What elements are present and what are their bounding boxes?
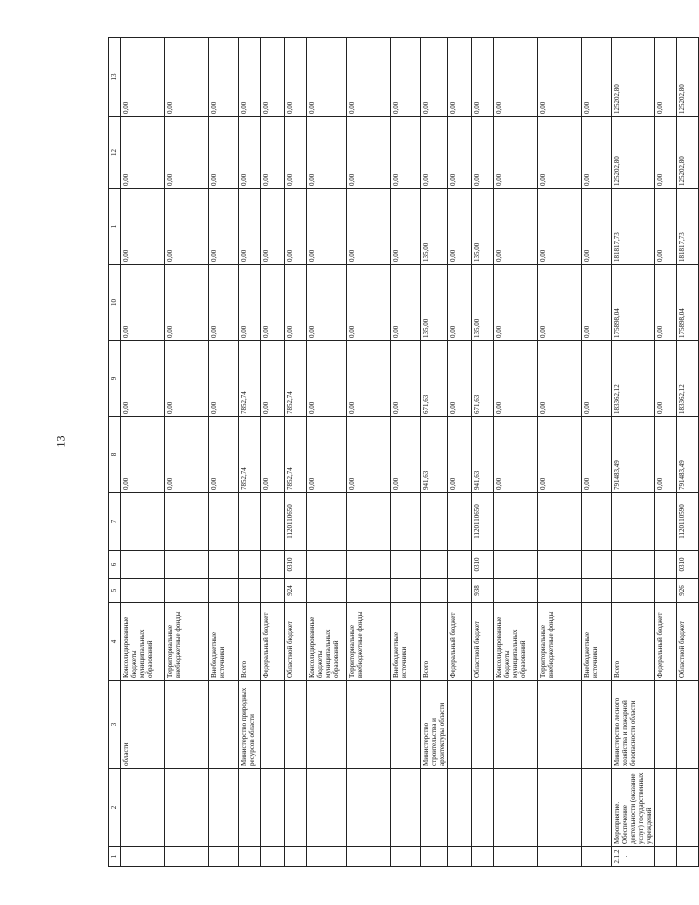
table-cell-c12: 0,00 bbox=[285, 117, 307, 189]
table-cell-c9: 0,00 bbox=[582, 341, 612, 417]
table-row bbox=[285, 38, 307, 867]
table-cell-c9: 671,63 bbox=[472, 341, 494, 417]
column-number-cell: 13 bbox=[109, 38, 121, 117]
table-cell-c8: 0,00 bbox=[582, 417, 612, 493]
table-cell-c4: Федеральный бюджет bbox=[448, 603, 472, 681]
table-cell-c3 bbox=[165, 681, 209, 769]
table-cell-c11: 0,00 bbox=[655, 189, 677, 265]
table-cell-c2 bbox=[538, 769, 582, 847]
table-cell-c7 bbox=[261, 493, 285, 551]
table-cell-c7 bbox=[582, 493, 612, 551]
table-cell-c12: 0,00 bbox=[239, 117, 261, 189]
table-cell-c6 bbox=[538, 551, 582, 579]
table-row bbox=[448, 38, 472, 867]
table-cell-c10: 0,00 bbox=[538, 265, 582, 341]
table-row bbox=[472, 38, 494, 867]
table-cell-c9: 0,00 bbox=[307, 341, 347, 417]
table-cell-c12: 0,00 bbox=[209, 117, 239, 189]
table-cell-c7 bbox=[448, 493, 472, 551]
table-cell-c6 bbox=[448, 551, 472, 579]
table-cell-c2 bbox=[209, 769, 239, 847]
table-row bbox=[165, 38, 209, 867]
table-cell-c3: Министерство природных ресурсов области bbox=[239, 681, 261, 769]
table-cell-c7 bbox=[612, 493, 655, 551]
table-cell-c6 bbox=[209, 551, 239, 579]
table-cell-c1 bbox=[655, 847, 677, 867]
table-cell-c10: 135,00 bbox=[472, 265, 494, 341]
table-cell-c8: 0,00 bbox=[121, 417, 165, 493]
column-number-cell: 10 bbox=[109, 265, 121, 341]
table-cell-c9: 0,00 bbox=[165, 341, 209, 417]
table-cell-c3: области bbox=[121, 681, 165, 769]
table-cell-c1 bbox=[121, 847, 165, 867]
column-number-cell: 3 bbox=[109, 681, 121, 769]
table-cell-c6: 0310 bbox=[472, 551, 494, 579]
table-cell-c5 bbox=[421, 579, 448, 603]
table-cell-c7 bbox=[239, 493, 261, 551]
table-cell-c5 bbox=[612, 579, 655, 603]
table-row bbox=[209, 38, 239, 867]
table-cell-c12: 0,00 bbox=[391, 117, 421, 189]
table-cell-c10: 0,00 bbox=[239, 265, 261, 341]
table-cell-c8: 7852,74 bbox=[239, 417, 261, 493]
table-cell-c2 bbox=[285, 769, 307, 847]
table-cell-c3: Министерство строительства и архитектуры области bbox=[421, 681, 448, 769]
table-cell-c11: 0,00 bbox=[494, 189, 538, 265]
table-cell-c1 bbox=[165, 847, 209, 867]
column-number-cell: 2 bbox=[109, 769, 121, 847]
table-cell-c2 bbox=[391, 769, 421, 847]
table-cell-c11: 0,00 bbox=[165, 189, 209, 265]
table-cell-c13: 0,00 bbox=[307, 38, 347, 117]
table-cell-c5: 926 bbox=[677, 579, 699, 603]
table-cell-c2: Мероприятие. Обеспечение деятельности (оказание услуг) государственных учреждений bbox=[612, 769, 655, 847]
table-cell-c13: 0,00 bbox=[165, 38, 209, 117]
table-cell-c9: 0,00 bbox=[261, 341, 285, 417]
table-cell-c6 bbox=[239, 551, 261, 579]
table-cell-c8: 941,63 bbox=[472, 417, 494, 493]
table-cell-c10: 0,00 bbox=[285, 265, 307, 341]
table-cell-c6 bbox=[494, 551, 538, 579]
table-cell-c10: 0,00 bbox=[347, 265, 391, 341]
table-cell-c3 bbox=[347, 681, 391, 769]
table-cell-c6 bbox=[582, 551, 612, 579]
table-cell-c9: 0,00 bbox=[655, 341, 677, 417]
table-cell-c13: 0,00 bbox=[209, 38, 239, 117]
table-cell-c1 bbox=[421, 847, 448, 867]
table-cell-c9: 183362,12 bbox=[677, 341, 699, 417]
table-cell-c8: 0,00 bbox=[538, 417, 582, 493]
table-cell-c7 bbox=[347, 493, 391, 551]
column-number-cell: 1 bbox=[109, 189, 121, 265]
table-cell-c4: Внебюджетные источники bbox=[391, 603, 421, 681]
table-cell-c9: 0,00 bbox=[448, 341, 472, 417]
table-cell-c7 bbox=[421, 493, 448, 551]
table-cell-c7: 1120110650 bbox=[285, 493, 307, 551]
table-cell-c7 bbox=[209, 493, 239, 551]
table-cell-c8: 0,00 bbox=[448, 417, 472, 493]
table-cell-c3 bbox=[582, 681, 612, 769]
table-cell-c11: 135,00 bbox=[421, 189, 448, 265]
table-cell-c12: 0,00 bbox=[165, 117, 209, 189]
column-number-cell: 4 bbox=[109, 603, 121, 681]
table-cell-c2 bbox=[655, 769, 677, 847]
table-cell-c10: 175898,04 bbox=[612, 265, 655, 341]
table-cell-c13: 0,00 bbox=[538, 38, 582, 117]
table-cell-c9: 0,00 bbox=[391, 341, 421, 417]
table-cell-c2 bbox=[582, 769, 612, 847]
table-cell-c10: 0,00 bbox=[655, 265, 677, 341]
table-cell-c3: Министерство лесного хозяйства и пожарной безопасности области bbox=[612, 681, 655, 769]
table-row bbox=[655, 38, 677, 867]
table-row bbox=[421, 38, 448, 867]
table-cell-c2 bbox=[307, 769, 347, 847]
table-cell-c8: 791483,49 bbox=[612, 417, 655, 493]
table-cell-c8: 791483,49 bbox=[677, 417, 699, 493]
table-cell-c13: 0,00 bbox=[239, 38, 261, 117]
table-cell-c4: Территориальные внебюджетные фонды bbox=[347, 603, 391, 681]
table-cell-c1 bbox=[538, 847, 582, 867]
table-cell-c12: 0,00 bbox=[472, 117, 494, 189]
table-body bbox=[109, 38, 699, 867]
table-cell-c11: 0,00 bbox=[239, 189, 261, 265]
table-cell-c12: 0,00 bbox=[582, 117, 612, 189]
table-cell-c8: 0,00 bbox=[261, 417, 285, 493]
table-cell-c10: 0,00 bbox=[582, 265, 612, 341]
table-cell-c4: Консолидированные бюджеты муниципальных образований bbox=[121, 603, 165, 681]
table-row bbox=[582, 38, 612, 867]
table-cell-c6 bbox=[421, 551, 448, 579]
table-cell-c9: 7852,74 bbox=[239, 341, 261, 417]
table-cell-c1: 2.1.2. bbox=[612, 847, 655, 867]
table-cell-c3 bbox=[261, 681, 285, 769]
table-cell-c13: 125202,80 bbox=[677, 38, 699, 117]
table-cell-c12: 125202,80 bbox=[677, 117, 699, 189]
table-cell-c12: 0,00 bbox=[655, 117, 677, 189]
rotated-table-container bbox=[108, 38, 686, 867]
table-cell-c1 bbox=[472, 847, 494, 867]
table-cell-c5 bbox=[121, 579, 165, 603]
table-cell-c6 bbox=[307, 551, 347, 579]
table-cell-c5 bbox=[494, 579, 538, 603]
table-cell-c8: 0,00 bbox=[494, 417, 538, 493]
table-cell-c3 bbox=[677, 681, 699, 769]
table-cell-c13: 0,00 bbox=[261, 38, 285, 117]
column-number-cell: 12 bbox=[109, 117, 121, 189]
table-cell-c9: 0,00 bbox=[347, 341, 391, 417]
table-cell-c10: 0,00 bbox=[391, 265, 421, 341]
table-cell-c10: 0,00 bbox=[121, 265, 165, 341]
table-cell-c3 bbox=[391, 681, 421, 769]
table-cell-c1 bbox=[307, 847, 347, 867]
table-cell-c12: 0,00 bbox=[261, 117, 285, 189]
table-cell-c12: 125202,80 bbox=[612, 117, 655, 189]
table-cell-c4: Областной бюджет bbox=[472, 603, 494, 681]
table-cell-c2 bbox=[347, 769, 391, 847]
table-cell-c13: 0,00 bbox=[347, 38, 391, 117]
table-cell-c11: 181817,73 bbox=[677, 189, 699, 265]
table-cell-c11: 0,00 bbox=[448, 189, 472, 265]
table-cell-c11: 0,00 bbox=[261, 189, 285, 265]
table-cell-c8: 0,00 bbox=[165, 417, 209, 493]
table-cell-c8: 0,00 bbox=[307, 417, 347, 493]
table-cell-c1 bbox=[209, 847, 239, 867]
table-cell-c11: 0,00 bbox=[538, 189, 582, 265]
table-cell-c6 bbox=[347, 551, 391, 579]
table-cell-c4: Внебюджетные источники bbox=[209, 603, 239, 681]
table-row bbox=[612, 38, 655, 867]
table-cell-c2 bbox=[121, 769, 165, 847]
table-cell-c3 bbox=[472, 681, 494, 769]
table-cell-c2 bbox=[472, 769, 494, 847]
table-cell-c12: 0,00 bbox=[421, 117, 448, 189]
table-cell-c9: 183362,12 bbox=[612, 341, 655, 417]
table-row bbox=[239, 38, 261, 867]
table-cell-c8: 0,00 bbox=[209, 417, 239, 493]
table-cell-c4: Всего bbox=[421, 603, 448, 681]
table-cell-c6: 0310 bbox=[677, 551, 699, 579]
table-cell-c11: 0,00 bbox=[582, 189, 612, 265]
table-row bbox=[494, 38, 538, 867]
table-cell-c3 bbox=[448, 681, 472, 769]
table-cell-c8: 7852,74 bbox=[285, 417, 307, 493]
table-cell-c10: 0,00 bbox=[209, 265, 239, 341]
table-cell-c11: 0,00 bbox=[347, 189, 391, 265]
table-cell-c7 bbox=[165, 493, 209, 551]
table-cell-c7 bbox=[494, 493, 538, 551]
table-cell-c2 bbox=[494, 769, 538, 847]
table-cell-c9: 0,00 bbox=[209, 341, 239, 417]
table-cell-c1 bbox=[261, 847, 285, 867]
table-row bbox=[677, 38, 699, 867]
table-cell-c1 bbox=[582, 847, 612, 867]
table-cell-c1 bbox=[347, 847, 391, 867]
table-cell-c7 bbox=[538, 493, 582, 551]
table-cell-c5 bbox=[261, 579, 285, 603]
table-cell-c11: 0,00 bbox=[391, 189, 421, 265]
table-cell-c5 bbox=[391, 579, 421, 603]
table-cell-c13: 0,00 bbox=[582, 38, 612, 117]
column-number-cell: 6 bbox=[109, 551, 121, 579]
table-cell-c10: 0,00 bbox=[494, 265, 538, 341]
table-cell-c12: 0,00 bbox=[494, 117, 538, 189]
table-cell-c4: Федеральный бюджет bbox=[655, 603, 677, 681]
table-cell-c5 bbox=[239, 579, 261, 603]
table-cell-c5 bbox=[655, 579, 677, 603]
table-cell-c11: 0,00 bbox=[209, 189, 239, 265]
table-cell-c5 bbox=[209, 579, 239, 603]
table-cell-c13: 0,00 bbox=[448, 38, 472, 117]
table-cell-c2 bbox=[677, 769, 699, 847]
column-number-cell: 9 bbox=[109, 341, 121, 417]
budget-table bbox=[108, 37, 699, 867]
table-cell-c11: 0,00 bbox=[307, 189, 347, 265]
table-cell-c9: 671,63 bbox=[421, 341, 448, 417]
table-cell-c13: 125202,80 bbox=[612, 38, 655, 117]
table-cell-c1 bbox=[391, 847, 421, 867]
table-cell-c9: 7852,74 bbox=[285, 341, 307, 417]
table-cell-c7 bbox=[307, 493, 347, 551]
table-cell-c8: 941,63 bbox=[421, 417, 448, 493]
table-cell-c4: Всего bbox=[612, 603, 655, 681]
table-cell-c4: Областной бюджет bbox=[677, 603, 699, 681]
table-cell-c3 bbox=[538, 681, 582, 769]
column-number-cell: 5 bbox=[109, 579, 121, 603]
table-row bbox=[347, 38, 391, 867]
table-cell-c7 bbox=[391, 493, 421, 551]
table-cell-c13: 0,00 bbox=[121, 38, 165, 117]
page-number: 13 bbox=[53, 435, 68, 448]
table-cell-c7: 1120110590 bbox=[677, 493, 699, 551]
table-cell-c12: 0,00 bbox=[347, 117, 391, 189]
table-cell-c3 bbox=[209, 681, 239, 769]
table-cell-c7: 1120110650 bbox=[472, 493, 494, 551]
column-number-cell: 1 bbox=[109, 847, 121, 867]
table-cell-c3 bbox=[655, 681, 677, 769]
table-cell-c2 bbox=[448, 769, 472, 847]
table-cell-c4: Областной бюджет bbox=[285, 603, 307, 681]
column-number-cell: 8 bbox=[109, 417, 121, 493]
table-cell-c5: 938 bbox=[472, 579, 494, 603]
table-cell-c3 bbox=[494, 681, 538, 769]
table-cell-c6: 0310 bbox=[285, 551, 307, 579]
table-cell-c10: 0,00 bbox=[261, 265, 285, 341]
table-cell-c4: Федеральный бюджет bbox=[261, 603, 285, 681]
table-cell-c1 bbox=[448, 847, 472, 867]
table-cell-c12: 0,00 bbox=[121, 117, 165, 189]
table-row bbox=[307, 38, 347, 867]
table-cell-c2 bbox=[165, 769, 209, 847]
table-cell-c10: 0,00 bbox=[448, 265, 472, 341]
table-cell-c11: 0,00 bbox=[285, 189, 307, 265]
table-cell-c1 bbox=[494, 847, 538, 867]
table-cell-c13: 0,00 bbox=[655, 38, 677, 117]
table-cell-c6 bbox=[165, 551, 209, 579]
table-cell-c12: 0,00 bbox=[307, 117, 347, 189]
table-cell-c4: Территориальные внебюджетные фонды bbox=[165, 603, 209, 681]
table-cell-c12: 0,00 bbox=[538, 117, 582, 189]
table-cell-c2 bbox=[239, 769, 261, 847]
table-cell-c12: 0,00 bbox=[448, 117, 472, 189]
table-cell-c13: 0,00 bbox=[494, 38, 538, 117]
table-cell-c5 bbox=[347, 579, 391, 603]
table-cell-c10: 135,00 bbox=[421, 265, 448, 341]
table-cell-c5 bbox=[448, 579, 472, 603]
table-frame bbox=[108, 38, 686, 867]
column-number-cell: 7 bbox=[109, 493, 121, 551]
table-cell-c13: 0,00 bbox=[421, 38, 448, 117]
table-cell-c2 bbox=[261, 769, 285, 847]
table-cell-c10: 175898,04 bbox=[677, 265, 699, 341]
table-cell-c5 bbox=[582, 579, 612, 603]
table-row bbox=[121, 38, 165, 867]
table-cell-c8: 0,00 bbox=[391, 417, 421, 493]
table-cell-c5 bbox=[165, 579, 209, 603]
table-cell-c1 bbox=[285, 847, 307, 867]
table-cell-c9: 0,00 bbox=[494, 341, 538, 417]
table-row bbox=[538, 38, 582, 867]
table-cell-c3 bbox=[307, 681, 347, 769]
table-cell-c9: 0,00 bbox=[121, 341, 165, 417]
table-cell-c5: 924 bbox=[285, 579, 307, 603]
table-cell-c10: 0,00 bbox=[307, 265, 347, 341]
table-cell-c9: 0,00 bbox=[538, 341, 582, 417]
table-row bbox=[391, 38, 421, 867]
table-cell-c11: 0,00 bbox=[121, 189, 165, 265]
table-cell-c1 bbox=[239, 847, 261, 867]
table-cell-c6 bbox=[121, 551, 165, 579]
table-cell-c8: 0,00 bbox=[347, 417, 391, 493]
table-cell-c11: 135,00 bbox=[472, 189, 494, 265]
column-number-row bbox=[109, 38, 121, 867]
table-cell-c13: 0,00 bbox=[472, 38, 494, 117]
table-cell-c13: 0,00 bbox=[391, 38, 421, 117]
table-cell-c5 bbox=[307, 579, 347, 603]
table-cell-c6 bbox=[612, 551, 655, 579]
table-cell-c4: Территориальные внебюджетные фонды bbox=[538, 603, 582, 681]
table-cell-c4: Всего bbox=[239, 603, 261, 681]
table-cell-c4: Консолидированные бюджеты муниципальных образований bbox=[494, 603, 538, 681]
table-cell-c6 bbox=[655, 551, 677, 579]
table-cell-c4: Внебюджетные источники bbox=[582, 603, 612, 681]
table-cell-c4: Консолидированные бюджеты муниципальных образований bbox=[307, 603, 347, 681]
table-cell-c7 bbox=[655, 493, 677, 551]
table-cell-c5 bbox=[538, 579, 582, 603]
table-cell-c3 bbox=[285, 681, 307, 769]
table-cell-c11: 181817,73 bbox=[612, 189, 655, 265]
table-cell-c6 bbox=[261, 551, 285, 579]
table-cell-c2 bbox=[421, 769, 448, 847]
table-cell-c7 bbox=[121, 493, 165, 551]
table-cell-c6 bbox=[391, 551, 421, 579]
table-cell-c10: 0,00 bbox=[165, 265, 209, 341]
table-row bbox=[261, 38, 285, 867]
table-cell-c13: 0,00 bbox=[285, 38, 307, 117]
table-cell-c8: 0,00 bbox=[655, 417, 677, 493]
table-cell-c1 bbox=[677, 847, 699, 867]
